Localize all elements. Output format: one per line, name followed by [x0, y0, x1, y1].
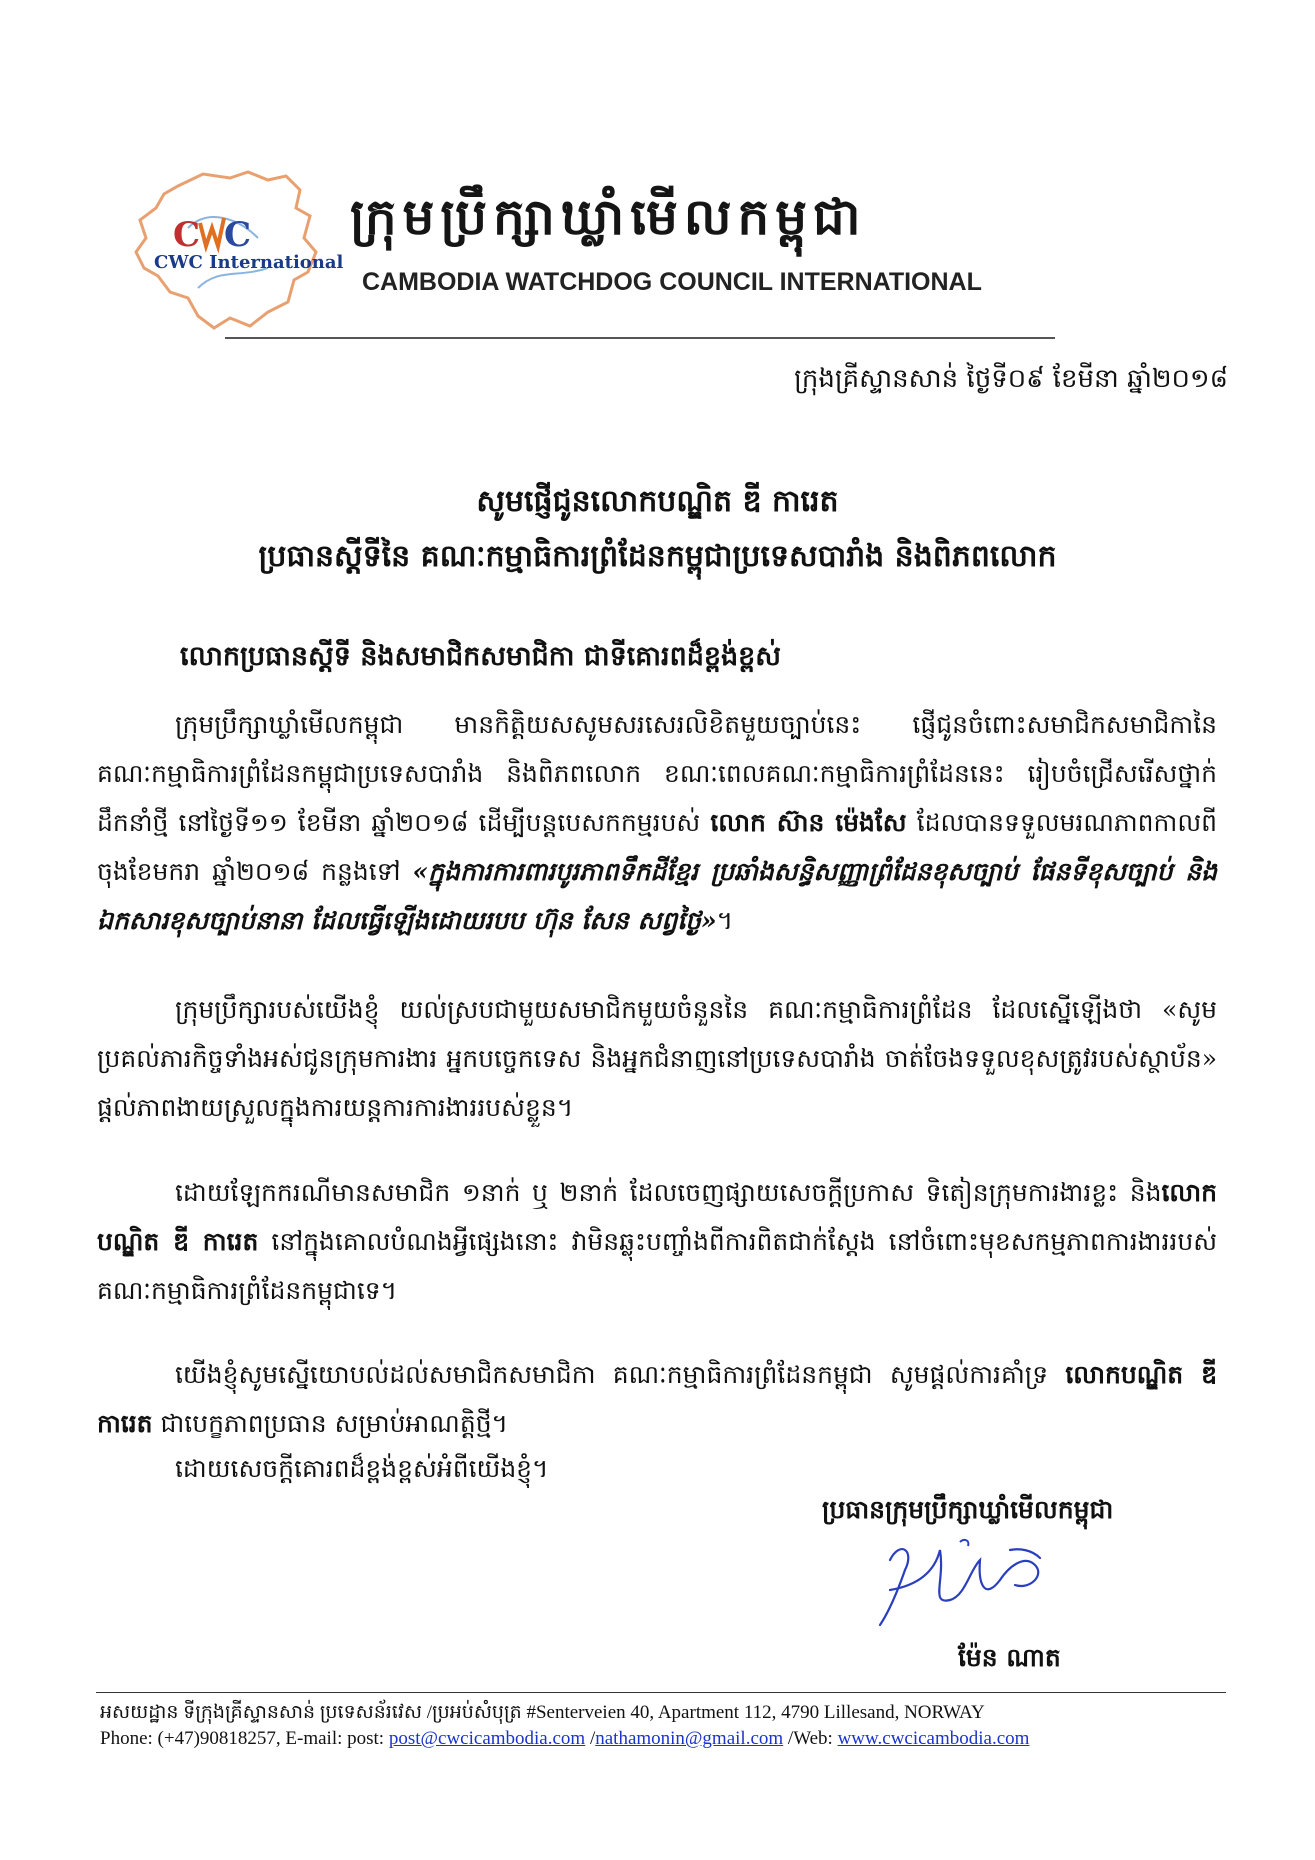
recipient-line-1: សូមផ្ញើជូនលោកបណ្ឌិត ឌី ការេត: [476, 484, 839, 519]
org-name-khmer: ក្រុមប្រឹក្សាឃ្លាំមើលកម្ពុជា: [350, 187, 867, 246]
paragraph-1: [97, 700, 1217, 945]
p1-bold-name: លោក ស៊ាន ម៉េងសែ: [710, 808, 907, 837]
email-link-nathamonin[interactable]: nathamonin@gmail.com: [595, 1728, 784, 1749]
p1-quote: «ក្នុងការការពារបូរភាពទឹកដីខ្មែរ ប្រឆាំងសន្ធិសញ្ញាព្រំដែនខុសច្បាប់ ផែនទីខុសច្បាប់ និងឯកសារខុសច្បាប់នានា ដែលធ្វើឡើងដោយរបប ហ៊ុន សែន សព្វថ្ងៃ»: [97, 857, 1217, 935]
date-line: ក្រុងគ្រីស្ទានសាន់ ថ្ងៃទី០៩ ខែមីនា ឆ្នាំ២០១៨: [794, 364, 1228, 394]
footer-address: អសយដ្ឋាន ទីក្រុងគ្រីស្ទានសាន់ ប្រទេសន័រវេស /ប្រអប់សំបុត្រ #Senterveien 40, Apartment 112, 4790 Lillesand, NORWAY: [100, 1702, 985, 1723]
cwc-logo: [118, 168, 348, 333]
p2-text: ក្រុមប្រឹក្សារបស់យើងខ្ញុំ យល់ស្របជាមួយសមាជិកមួយចំនួននៃ គណៈកម្មាធិការព្រំដែន ដែលស្នើឡើងថា «សូមប្រគល់ភារកិច្ចទាំងអស់ជូនក្រុមការងារ អ្នកបច្ចេកទេស និងអ្នកជំនាញនៅប្រទេសបារាំង ចាត់ចែងទទួលខុសត្រូវរបស់ស្ថាប័ន» ផ្តល់ភាពងាយស្រួលក្នុងការយន្តការការងាររបស់ខ្លួន។: [97, 995, 1217, 1122]
p1-text-a: ក្រុមប្រឹក្សាឃ្លាំមើលកម្ពុជា មានកិត្តិយសសូមសរសេរលិខិតមួយច្បាប់នេះ ផ្ញើជូនចំពោះសមាជិកសមាជិកានៃ គណៈកម្មាធិការព្រំដែនកម្ពុជាប្រទេសបារាំង និងពិភពលោក ខណៈពេលគណៈកម្មាធិការព្រំដែននេះ រៀបចំជ្រើសរើសថ្នាក់ដឹកនាំថ្មី នៅថ្ងៃទី១១ ខែមីនា ឆ្នាំ២០១៨ ដើម្បីបន្តបេសកកម្មរបស់: [97, 710, 1217, 837]
p3-text-a: ដោយឡែកករណីមានសមាជិក ១នាក់ ឬ ២នាក់ ដែលចេញផ្សាយសេចក្តីប្រកាស ទិតៀនក្រុមការងារខ្លះ និង: [175, 1178, 1162, 1207]
svg-text:C: C: [173, 215, 201, 255]
p4-text-c: ជាបេក្ខភាពប្រធាន សម្រាប់អាណត្តិថ្មី។: [152, 1409, 509, 1438]
salutation: លោកប្រធានស្តីទី និងសមាជិកសមាជិកា ជាទីគោរពដ៏ខ្ពង់ខ្ពស់: [180, 641, 781, 672]
paragraph-2: [97, 985, 1217, 1132]
footer-sep: /: [585, 1728, 596, 1749]
footer-divider: [96, 1692, 1226, 1693]
footer-web-label: /Web:: [783, 1728, 838, 1749]
p1-end: ។: [716, 906, 734, 935]
footer-contacts: [100, 1728, 1250, 1750]
email-link-post[interactable]: post@cwcicambodia.com: [388, 1728, 586, 1749]
p3-text-c: នៅក្នុងគោលបំណងអ្វីផ្សេងនោះ វាមិនឆ្លុះបញ្ចាំងពីការពិតជាក់ស្តែង នៅចំពោះមុខសកម្មភាពការងាររបស់គណៈកម្មាធិការព្រំដែនកម្ពុជាទេ។: [97, 1227, 1218, 1305]
footer-phone: Phone: (+47)90818257, E-mail: post:: [100, 1728, 389, 1749]
recipient-line-2: ប្រធានស្តីទីនៃ គណៈកម្មាធិការព្រំដែនកម្ពុជាប្រទេសបារាំង និងពិភពលោក: [258, 539, 1057, 574]
p4-text-a: យើងខ្ញុំសូមស្នើយោបល់ដល់សមាជិកសមាជិកា គណៈកម្មាធិការព្រំដែនកម្ពុជា សូមផ្តល់ការគាំទ្រ: [175, 1360, 1066, 1389]
header-divider: [225, 337, 1055, 339]
signatory-name: ម៉ែន ណាត: [958, 1643, 1061, 1672]
handwritten-signature: [860, 1530, 1070, 1640]
org-name-english: CAMBODIA WATCHDOG COUNCIL INTERNATIONAL: [362, 268, 982, 296]
signatory-title: ប្រធានក្រុមប្រឹក្សាឃ្លាំមើលកម្ពុជា: [822, 1495, 1114, 1524]
closing-line: ដោយសេចក្តីគោរពដ៏ខ្ពង់ខ្ពស់អំពីយើងខ្ញុំ។: [175, 1454, 549, 1483]
paragraph-3: [97, 1168, 1217, 1315]
p4-bold-name: លោកបណ្ឌិត ឌី ការេត: [97, 1360, 1218, 1438]
p3-bold-name: លោកបណ្ឌិត ឌី ការេត: [97, 1178, 1217, 1256]
p1-text-c: ដែលបានទទួលមរណភាពកាលពីចុងខែមករា ឆ្នាំ២០១៨ កន្លងទៅ: [97, 808, 1217, 886]
paragraph-4: [97, 1350, 1217, 1448]
svg-text:C: C: [224, 215, 252, 255]
svg-text:CWC International: CWC International: [154, 252, 344, 273]
website-link[interactable]: www.cwcicambodia.com: [837, 1728, 1030, 1749]
